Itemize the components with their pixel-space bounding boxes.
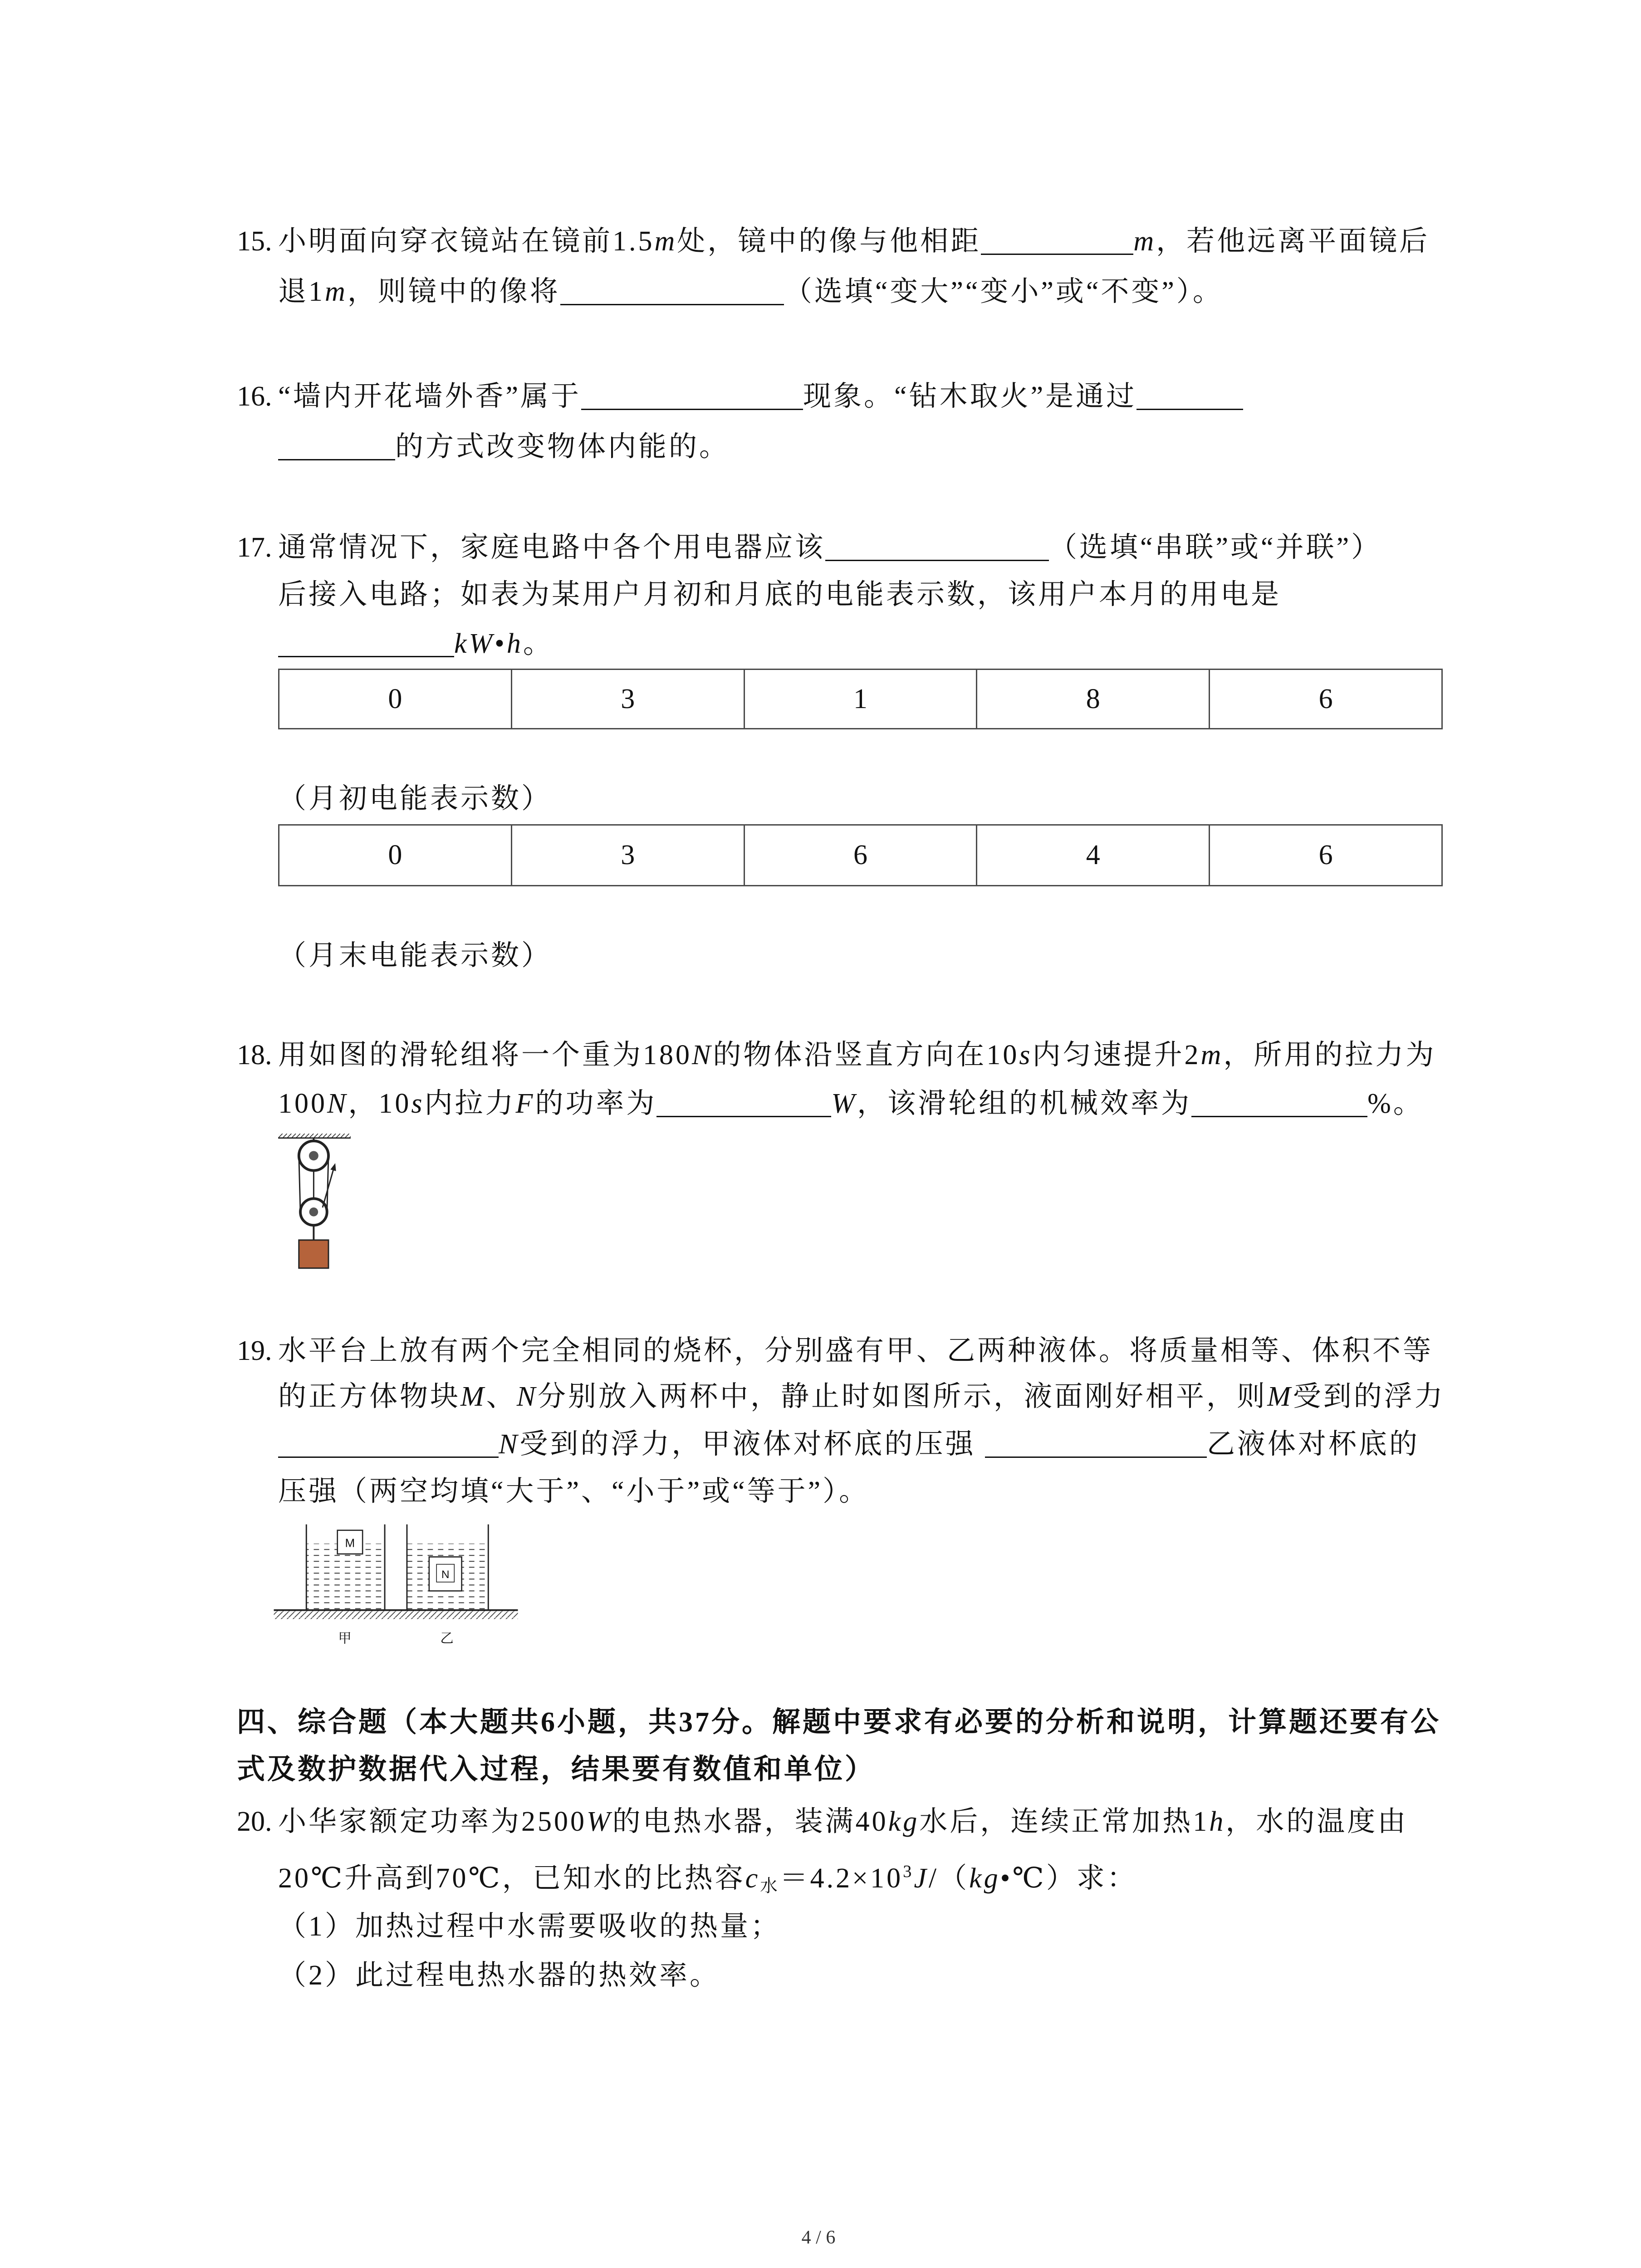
question-text: 受到的浮力，甲液体对杯底的压强 <box>519 1429 985 1460</box>
question-text: 后接入电路；如表为某用户月初和月底的电能表示数，该用户本月的用电是 <box>278 579 1282 610</box>
meter-digit: 6 <box>1210 670 1442 729</box>
page-number: 4 / 6 <box>801 2227 836 2248</box>
answer-blank <box>278 433 395 460</box>
specific-heat-symbol: c <box>745 1863 760 1894</box>
question-17-line-1 <box>278 529 1381 566</box>
question-text: ，则镜中的像将 <box>347 276 560 307</box>
question-17-line-2 <box>278 577 1281 613</box>
unit-symbol: m <box>1133 226 1156 257</box>
question-text: 处，镜中的像与他相距 <box>677 226 981 257</box>
question-20-number: 20. <box>237 1806 272 1837</box>
question-text: 小明面向穿衣镜站在镜前1.5 <box>278 226 655 257</box>
block-m-label: M <box>345 1536 355 1550</box>
question-20-part-2: （2）此过程电热水器的热效率。 <box>278 1960 720 1991</box>
question-text: 通常情况下，家庭电路中各个用电器应该 <box>278 532 826 563</box>
unit-symbol: kW <box>454 628 495 659</box>
question-text: /（ <box>928 1863 970 1894</box>
question-16-line-1 <box>278 378 1243 415</box>
question-text: 分别放入两杯中，静止时如图所示，液面刚好相平，则 <box>538 1381 1268 1412</box>
question-text: 退1 <box>278 276 325 307</box>
question-19-line-3 <box>278 1426 1420 1462</box>
fixed-pulley-hub <box>309 1151 318 1160</box>
question-16-number: 16. <box>237 381 272 412</box>
force-symbol: F <box>515 1088 535 1119</box>
unit-symbol: N <box>692 1040 713 1070</box>
question-text: ，所用的拉力为 <box>1223 1040 1436 1070</box>
unit-symbol: kg <box>969 1863 1000 1894</box>
question-19-line-1 <box>278 1333 1433 1369</box>
question-text: （选填“串联”或“并联”） <box>1049 532 1382 563</box>
answer-blank <box>278 630 454 657</box>
movable-pulley-hub <box>309 1207 318 1217</box>
question-17-number: 17. <box>237 532 272 563</box>
unit-symbol: h <box>506 628 523 659</box>
question-text: 的方式改变物体内能的。 <box>395 431 730 462</box>
question-text: 20℃升高到70℃，已知水的比热容 <box>278 1863 745 1894</box>
question-20-line-1 <box>278 1804 1408 1840</box>
unit-symbol: N <box>327 1088 348 1119</box>
question-text: 内拉力 <box>424 1088 516 1119</box>
answer-blank <box>560 278 784 305</box>
answer-blank <box>656 1090 831 1117</box>
question-text: “墙内开花墙外香”属于 <box>278 381 582 412</box>
meter-end-caption: （月末电能表示数） <box>278 940 552 971</box>
question-text: 水后，连续正常加热1 <box>919 1806 1210 1837</box>
question-16-line-2 <box>278 429 730 465</box>
beaker-jia-label: 甲 <box>338 1631 352 1646</box>
question-19-number: 19. <box>237 1335 272 1366</box>
meter-start-caption: （月初电能表示数） <box>278 783 552 814</box>
answer-blank <box>985 1430 1207 1458</box>
question-20-part-1: （1）加热过程中水需要吸收的热量； <box>278 1911 781 1942</box>
question-18-line-1 <box>278 1037 1436 1073</box>
beakers-figure <box>271 1517 521 1650</box>
unit-symbol: s <box>1019 1040 1033 1070</box>
answer-blank <box>1191 1090 1367 1117</box>
question-text: •℃）求： <box>1000 1863 1137 1894</box>
meter-digit: 1 <box>744 670 977 729</box>
question-19-line-2 <box>278 1378 1445 1415</box>
question-text: 的正方体物块 <box>278 1381 461 1412</box>
unit-symbol: m <box>1200 1040 1224 1070</box>
unit-symbol: s <box>411 1088 425 1119</box>
specific-heat-subscript: 水 <box>760 1877 780 1896</box>
question-text: 用如图的滑轮组将一个重为180 <box>278 1040 692 1070</box>
unit-symbol: h <box>1209 1806 1226 1837</box>
meter-reading-end-table <box>278 824 1443 886</box>
question-text: ＝4.2×10 <box>779 1863 903 1894</box>
question-text: （选填“变大”“变小”或“不变”）。 <box>784 276 1223 307</box>
question-text: ，10 <box>348 1088 411 1119</box>
ground-hatch <box>274 1610 518 1619</box>
question-text: ，该滑轮组的机械效率为 <box>857 1088 1192 1119</box>
question-text: 乙液体对杯底的 <box>1206 1429 1420 1460</box>
question-15-number: 15. <box>237 226 272 257</box>
answer-blank <box>1136 382 1243 410</box>
question-text: %。 <box>1367 1088 1424 1119</box>
beaker-yi-label: 乙 <box>440 1631 454 1646</box>
table-row <box>279 825 1442 886</box>
question-text: 水平台上放有两个完全相同的烧杯，分别盛有甲、乙两种液体。将质量相等、体积不等 <box>278 1335 1434 1366</box>
question-text: ，若他远离平面镜后 <box>1156 226 1430 257</box>
question-text: 压强（两空均填“大于”、“小于”或“等于”）。 <box>278 1476 870 1507</box>
answer-blank <box>981 227 1133 255</box>
answer-blank <box>581 382 803 410</box>
section-heading-line-1: 四、综合题（本大题共6小题，共37分。解题中要求有必要的分析和说明，计算题还要有公 <box>237 1707 1441 1738</box>
question-15-line-1 <box>278 223 1430 259</box>
question-20-line-2 <box>278 1853 1137 1905</box>
unit-symbol: J <box>914 1863 929 1894</box>
question-18-line-2 <box>278 1085 1424 1122</box>
unit-symbol: W <box>587 1806 612 1837</box>
question-text: 受到的浮力 <box>1293 1381 1445 1412</box>
question-text: 、 <box>486 1381 517 1412</box>
meter-digit: 4 <box>977 825 1210 886</box>
unit-symbol: m <box>654 226 677 257</box>
question-text: 现象。“钻木取火”是通过 <box>803 381 1137 412</box>
question-text: 的物体沿竖直方向在10 <box>713 1040 1019 1070</box>
pull-force-arrowhead <box>330 1163 336 1171</box>
section-heading-line-2: 式及数护数据代入过程，结果要有数值和单位） <box>237 1754 876 1785</box>
meter-reading-start-table <box>278 669 1443 729</box>
unit-symbol: W <box>831 1088 857 1119</box>
unit-dot: • <box>495 628 507 659</box>
question-18-number: 18. <box>237 1040 272 1070</box>
answer-blank <box>278 1430 499 1458</box>
meter-digit: 3 <box>511 670 744 729</box>
meter-digit: 8 <box>977 670 1210 729</box>
question-text: 的功率为 <box>535 1088 657 1119</box>
question-19-line-4 <box>278 1473 869 1510</box>
table-row <box>279 670 1442 729</box>
question-17-line-3 <box>278 626 554 662</box>
block-n-label: N <box>441 1568 450 1581</box>
question-15-line-2 <box>278 274 1223 310</box>
question-text: 内匀速提升2 <box>1032 1040 1201 1070</box>
answer-blank <box>825 533 1049 561</box>
question-text: 小华家额定功率为2500 <box>278 1806 587 1837</box>
question-text: 。 <box>523 628 554 659</box>
block-symbol: M <box>460 1381 486 1412</box>
pulley-system-figure <box>278 1134 351 1270</box>
meter-digit: 6 <box>744 825 977 886</box>
question-text: ，水的温度由 <box>1225 1806 1408 1837</box>
unit-symbol: kg <box>888 1806 920 1837</box>
meter-digit: 0 <box>279 670 512 729</box>
question-text: 100 <box>278 1088 327 1119</box>
unit-symbol: m <box>325 276 348 307</box>
block-symbol: M <box>1267 1381 1293 1412</box>
block-symbol: N <box>516 1381 538 1412</box>
meter-digit: 3 <box>511 825 744 886</box>
meter-digit: 6 <box>1210 825 1442 886</box>
question-text: 的电热水器，装满40 <box>612 1806 888 1837</box>
load-block <box>299 1240 328 1268</box>
block-symbol: N <box>499 1429 520 1460</box>
exponent: 3 <box>903 1862 914 1881</box>
meter-digit: 0 <box>279 825 512 886</box>
